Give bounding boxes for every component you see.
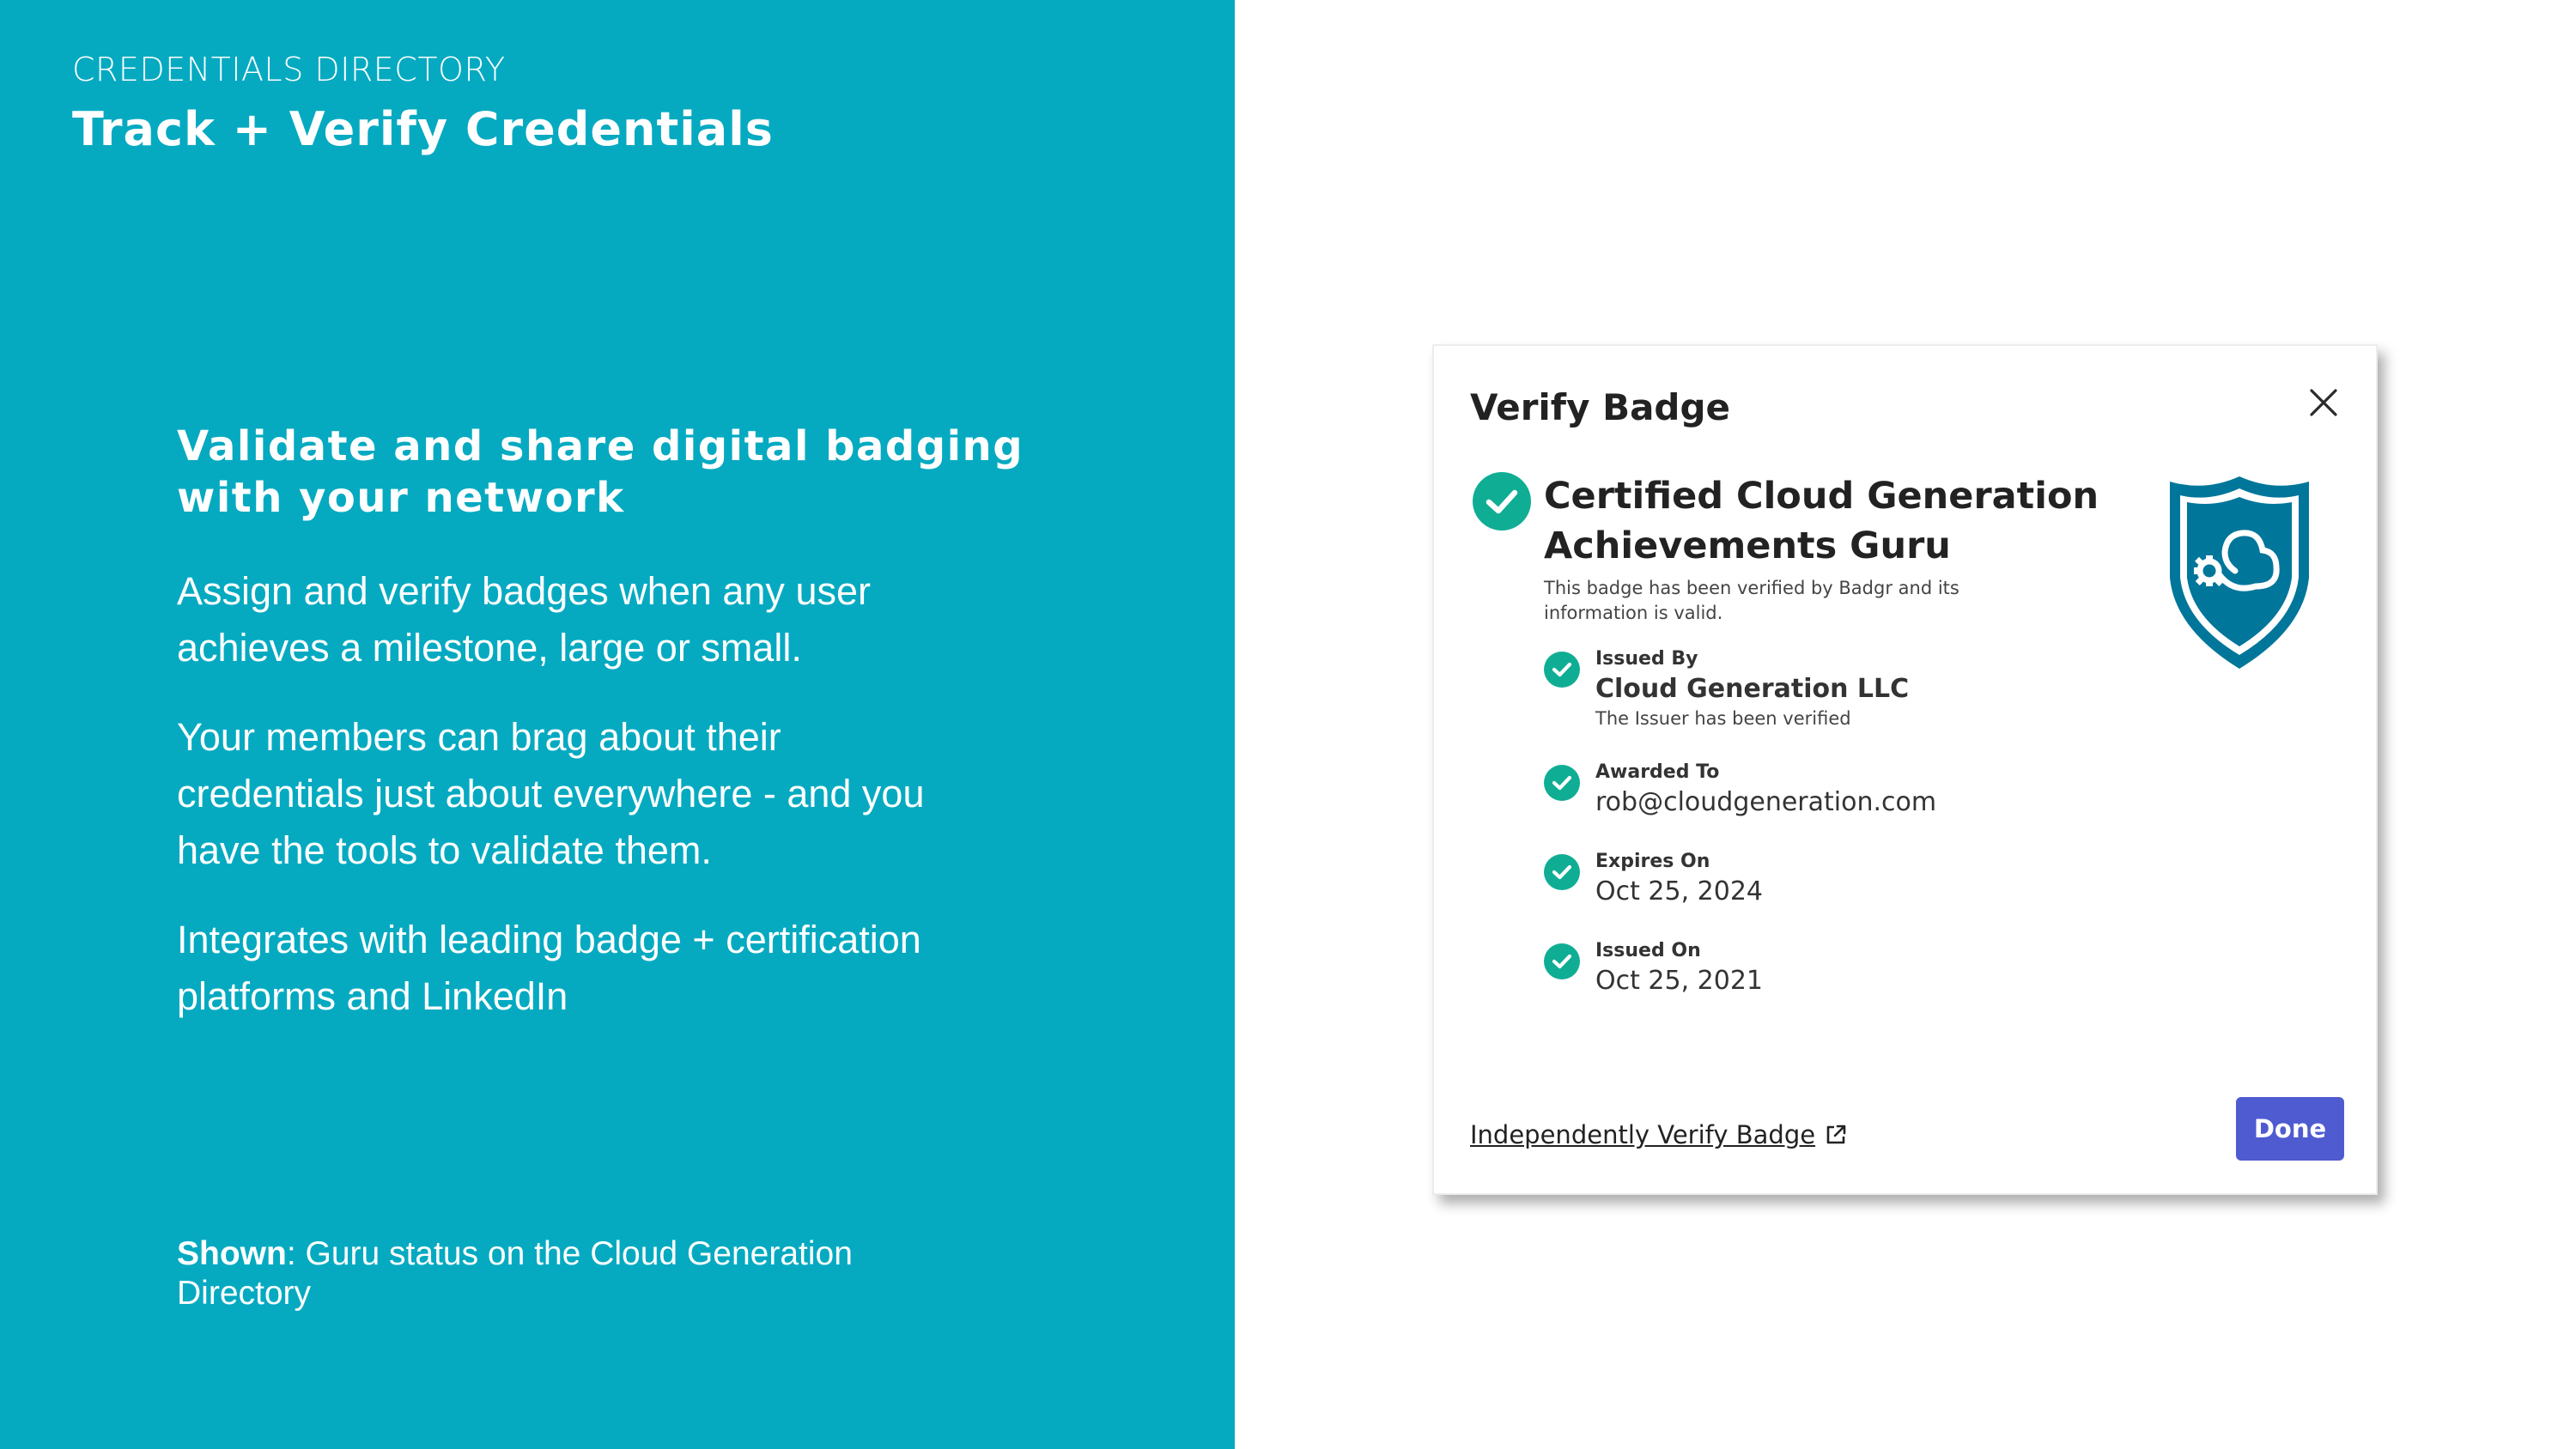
- page-title: Track + Verify Credentials: [72, 102, 774, 156]
- external-link-icon: [1824, 1123, 1848, 1147]
- feature-paragraph: Your members can brag about their credentials just about everywhere - and you have the tools to validate them.: [177, 715, 925, 872]
- section-eyebrow: CREDENTIALS DIRECTORY: [72, 51, 506, 88]
- detail-awarded-to: [1544, 760, 1936, 820]
- detail-label: Awarded To: [1595, 761, 1720, 783]
- cloud-gear-shield-icon: [2166, 475, 2312, 672]
- detail-value: rob@cloudgeneration.com: [1595, 787, 1937, 817]
- badge-name: Certified Cloud Generation Achievements Guru: [1544, 475, 2099, 567]
- verified-check-icon: [1472, 471, 1532, 531]
- independently-verify-link[interactable]: [1470, 1119, 1848, 1151]
- detail-issued-by: [1544, 646, 1909, 731]
- shown-label: Shown: [177, 1235, 287, 1272]
- detail-value: Cloud Generation LLC: [1595, 674, 1910, 704]
- close-button[interactable]: [2308, 387, 2339, 418]
- done-button[interactable]: Done: [2236, 1097, 2344, 1161]
- badge-description: This badge has been verified by Badgr and its information is valid.: [1544, 578, 1959, 623]
- detail-note: The Issuer has been verified: [1595, 708, 1851, 729]
- detail-value: Oct 25, 2024: [1595, 876, 1763, 906]
- verify-link-label: Independently Verify Badge: [1470, 1120, 1816, 1149]
- shown-text: : Guru status on the Cloud Generation Directory: [177, 1235, 853, 1312]
- left-info-panel: [0, 0, 1235, 1449]
- check-icon: [1544, 854, 1580, 890]
- detail-label: Issued On: [1595, 940, 1701, 961]
- detail-label: Issued By: [1595, 648, 1698, 670]
- detail-label: Expires On: [1595, 851, 1710, 872]
- feature-paragraph: Integrates with leading badge + certification platforms and LinkedIn: [177, 918, 921, 1018]
- feature-paragraph: Assign and verify badges when any user achieves a milestone, large or small.: [177, 569, 871, 670]
- verify-badge-dialog: [1432, 344, 2378, 1195]
- detail-expires-on: [1544, 849, 1763, 909]
- check-icon: [1544, 765, 1580, 801]
- shown-caption: [177, 1234, 950, 1313]
- feature-content: [177, 421, 1053, 1058]
- detail-value: Oct 25, 2021: [1595, 966, 1763, 996]
- feature-heading: Validate and share digital badging with your network: [177, 422, 1024, 522]
- dialog-title: Verify Badge: [1470, 386, 1731, 428]
- check-icon: [1544, 943, 1580, 979]
- close-icon: [2308, 387, 2339, 418]
- check-icon: [1544, 652, 1580, 688]
- detail-issued-on: [1544, 938, 1763, 998]
